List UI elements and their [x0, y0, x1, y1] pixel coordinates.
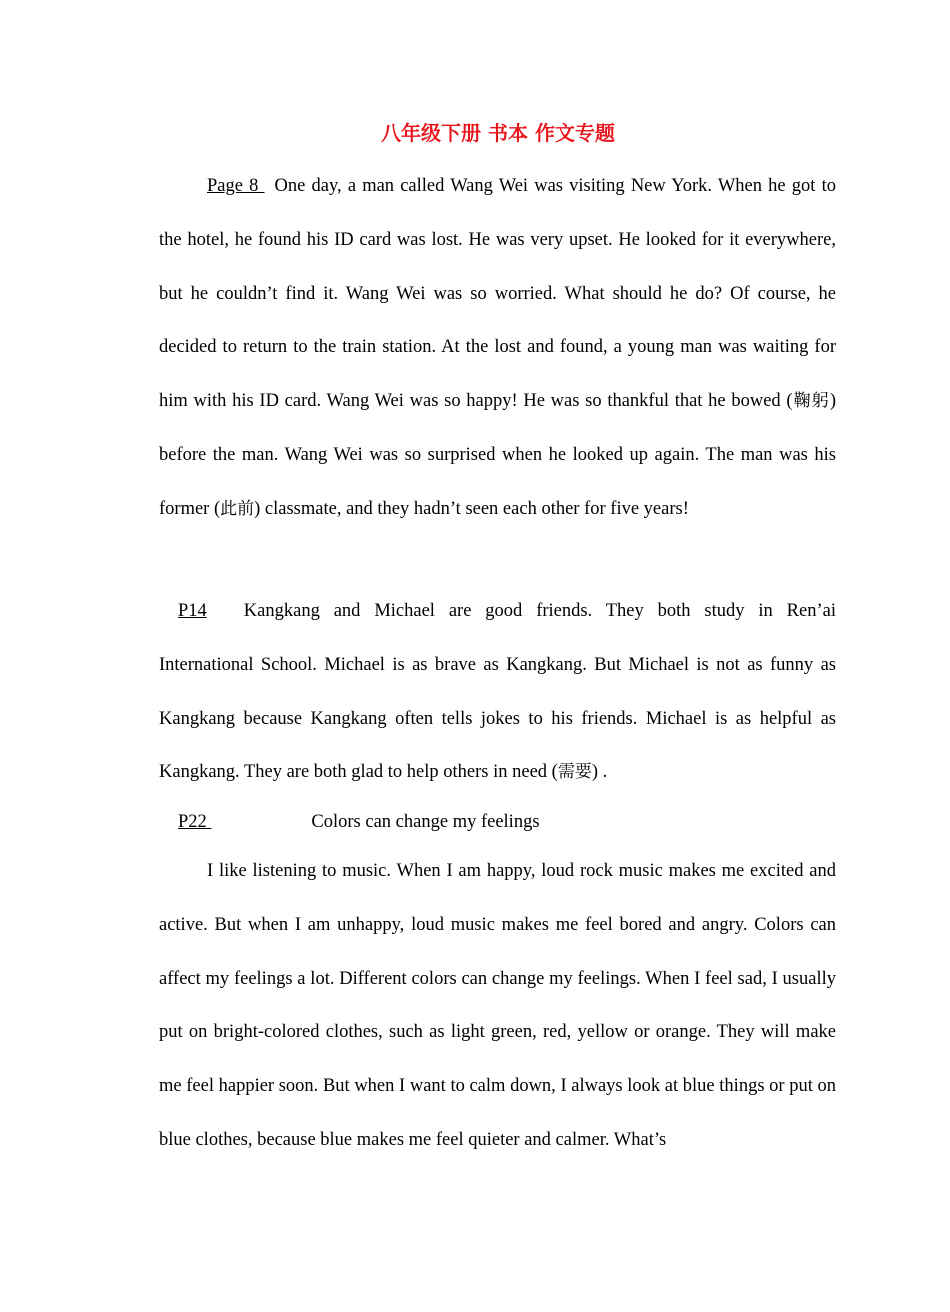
chinese-gloss-need: 需要 [557, 762, 592, 783]
page-reference-p14: P14 [178, 601, 207, 621]
essay-heading: Colors can change my feelings [311, 812, 540, 832]
section-heading-p22 [159, 796, 836, 850]
chinese-gloss-former: 此前 [220, 498, 255, 519]
page-reference-p22: P22 [178, 812, 212, 832]
paragraph-text: I like listening to music. When I am happy, loud rock music makes me excited and active. But when I am unhappy, loud music makes me feel bored and angry. Colors can affect my feelings a lot. Different colors can change my feelings. When I feel sad, I usually put on bright-colored clothes, such as light green, red, yellow or orange. They will make me feel happier soon. But when I want to calm down, I always look at blue things or put on blue clothes, because blue makes me feel quieter and calmer. What’s [159, 861, 836, 1150]
page-reference-page-8: Page 8 [207, 176, 265, 196]
paragraph-text: ) . [591, 762, 608, 783]
paragraph-text: One day, a man called Wang Wei was visiting New York. When he got to the hotel, he found his ID card was lost. He was very upset. He looked for it everywhere, but he couldn’t find it. Wang Wei was so worried. What should he do? Of course, he decided to return to the train station. At the lost and found, a young man was waiting for him with his ID card. Wang Wei was so happy! He was so thankful that he bowed ( [159, 176, 836, 412]
paragraph-p14 [159, 585, 836, 800]
paragraph-page-8 [159, 160, 836, 537]
chinese-gloss-bowed: 鞠躬 [792, 391, 830, 412]
paragraph-text: ) before the man. Wang Wei was so surprised when he looked up again. The man was his former ( [159, 391, 837, 519]
document-title: 八年级下册 书本 作文专题 [381, 121, 615, 145]
paragraph-colors [159, 845, 836, 1168]
paragraph-text: Kangkang and Michael are good friends. They both study in Ren’ai International School. Michael is as brave as Kangkang. But Michael is not as funny as Kangkang because Kangkang often tells jokes to his friends. Michael is as helpful as Kangkang. They are both glad to help others in need ( [159, 601, 836, 783]
paragraph-text: ) classmate, and they hadn’t seen each other for five years! [254, 498, 689, 519]
